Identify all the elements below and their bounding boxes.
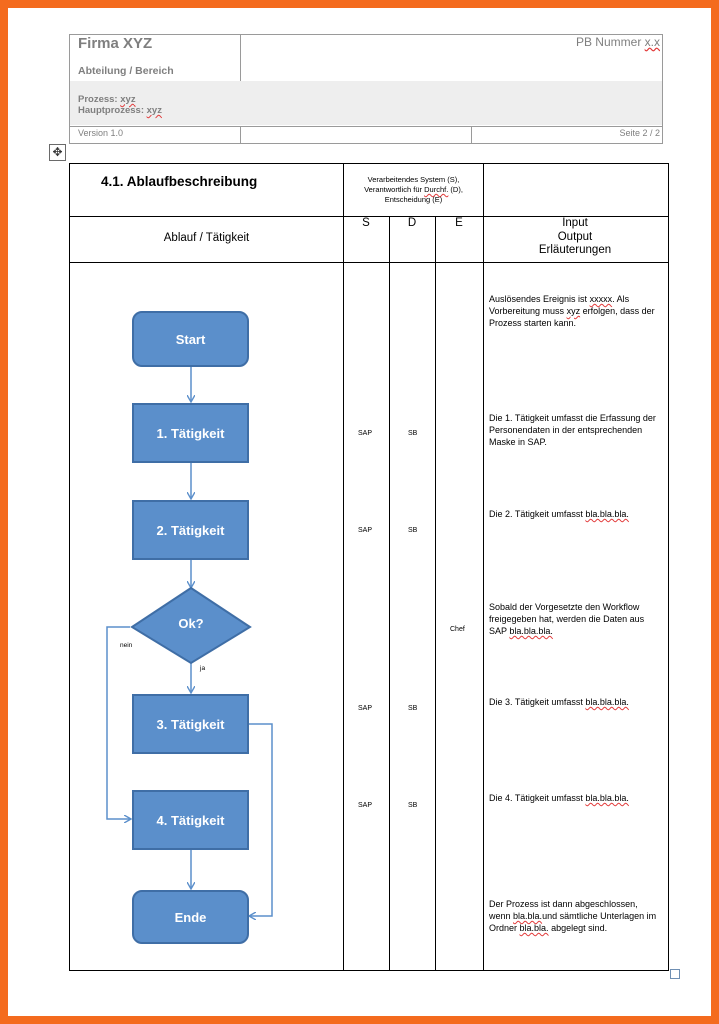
flow-step-4: 4. Tätigkeit xyxy=(132,790,249,850)
system-header: Verarbeitendes System (S), Verantwortlich für Durchf. (D), Entscheidung (E) xyxy=(364,175,463,204)
cell-d: SB xyxy=(408,527,418,534)
flow-step-3: 3. Tätigkeit xyxy=(132,694,249,754)
column-header-activity: Ablauf / Tätigkeit xyxy=(163,232,250,244)
move-arrows-icon[interactable]: ✥ xyxy=(49,144,66,161)
cell-s: SAP xyxy=(358,705,373,712)
table-resize-handle-icon[interactable] xyxy=(670,969,680,979)
column-header-d: D xyxy=(407,217,417,229)
cell-d: SB xyxy=(408,705,418,712)
process-line: Prozess: xyz xyxy=(78,94,136,105)
decision-label: Ok? xyxy=(178,616,204,631)
cell-s: SAP xyxy=(358,802,373,809)
cell-e: Chef xyxy=(450,626,465,633)
note-decision: Sobald der Vorgesetzte den Workflow freigegeben hat, werden die Daten aus SAP bla.bla.bla. xyxy=(489,602,645,636)
cell-s: SAP xyxy=(358,430,373,437)
column-header-e: E xyxy=(455,217,463,229)
company-name: Firma XYZ xyxy=(78,35,153,52)
arrow-step3-end xyxy=(249,724,272,916)
flow-end: Ende xyxy=(132,890,249,944)
note-trigger: Auslösendes Ereignis ist xxxxx. Als Vorbereitung muss xyz erfolgen, dass der Prozess starten kann. xyxy=(489,294,655,328)
column-header-s: S xyxy=(362,217,370,229)
column-header-info: Input Output Erläuterungen xyxy=(538,217,612,256)
note-end: Der Prozess ist dann abgeschlossen, wenn bla.bla.und sämtliche Unterlagen im Ordner bla.bla. abgelegt sind. xyxy=(489,899,657,933)
main-process-line: Hauptprozess: xyz xyxy=(78,105,162,116)
pb-number: PB Nummer x.x xyxy=(575,35,660,49)
no-label: nein xyxy=(120,642,133,649)
flow-step-2: 2. Tätigkeit xyxy=(132,500,249,560)
arrow-decision-no-step4 xyxy=(107,627,133,819)
document-page xyxy=(8,8,711,1016)
cell-d: SB xyxy=(408,430,418,437)
department-name: Abteilung / Bereich xyxy=(78,65,174,77)
page-number: Seite 2 / 2 xyxy=(619,128,660,138)
section-title: 4.1. Ablaufbeschreibung xyxy=(101,174,258,189)
flow-start: Start xyxy=(132,311,249,367)
yes-label: ja xyxy=(200,665,206,672)
note-step-3: Die 3. Tätigkeit umfasst bla.bla.bla. xyxy=(489,697,629,707)
note-step-4: Die 4. Tätigkeit umfasst bla.bla.bla. xyxy=(489,793,629,803)
note-step-2: Die 2. Tätigkeit umfasst bla.bla.bla. xyxy=(489,509,629,519)
flow-step-1: 1. Tätigkeit xyxy=(132,403,249,463)
note-step-1: Die 1. Tätigkeit umfasst die Erfassung der Personendaten in der entsprechenden Maske in SAP. xyxy=(489,413,656,447)
cell-d: SB xyxy=(408,802,418,809)
version-label: Version 1.0 xyxy=(78,128,124,138)
cell-s: SAP xyxy=(358,527,373,534)
